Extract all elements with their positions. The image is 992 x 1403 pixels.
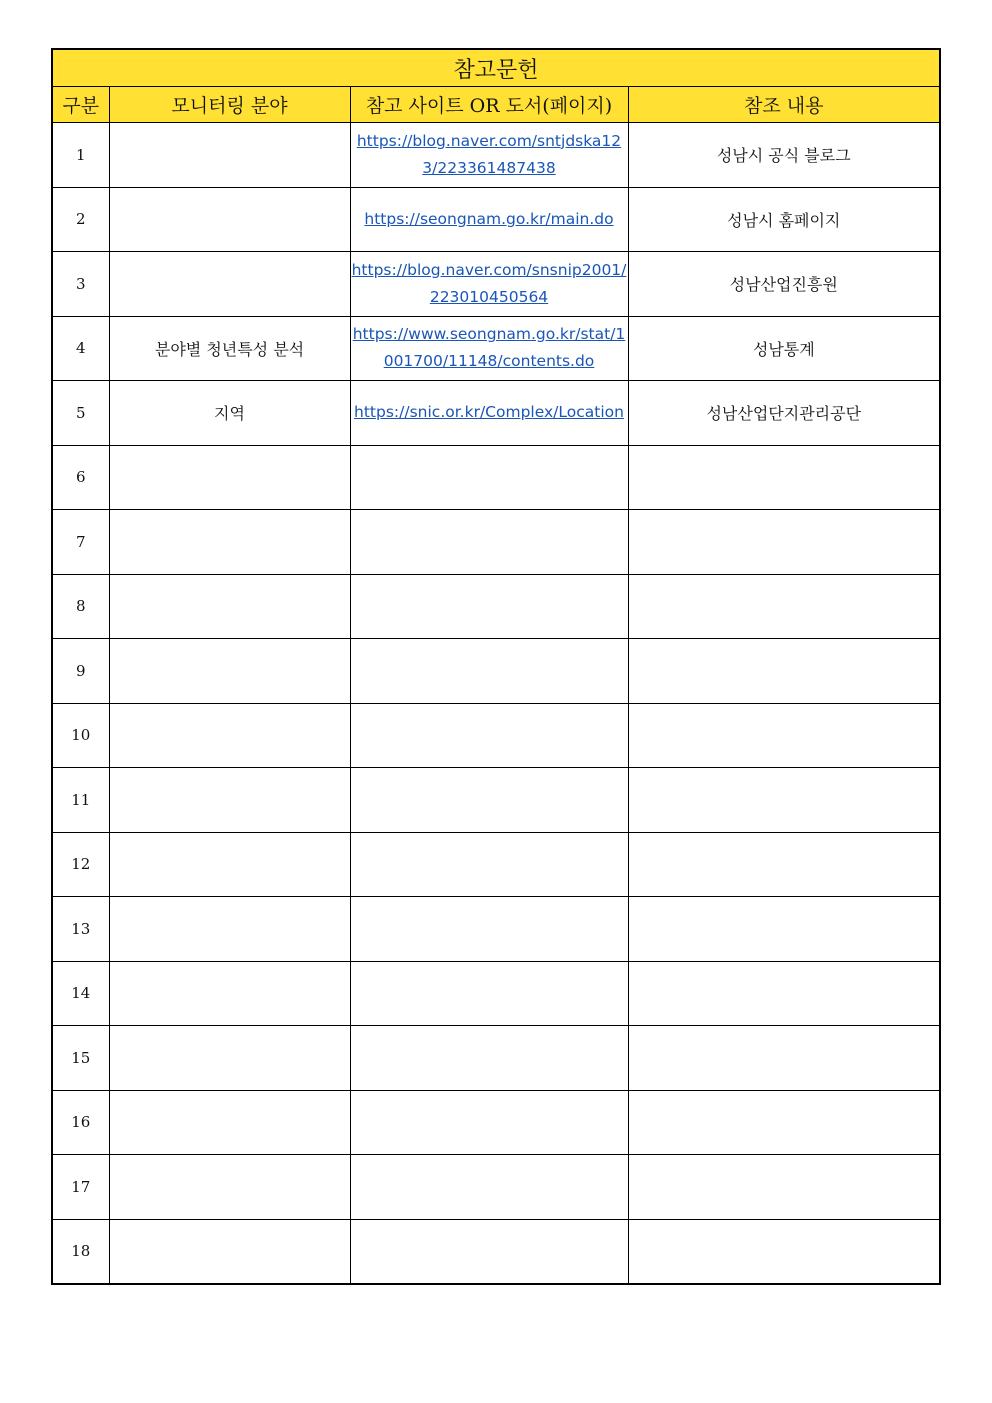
row-number: 16 <box>52 1090 109 1155</box>
header-row <box>52 87 940 123</box>
row-number: 7 <box>52 510 109 575</box>
row-number: 4 <box>52 316 109 381</box>
reference-description-cell <box>628 961 940 1026</box>
table-row <box>52 832 940 897</box>
monitoring-field-cell <box>109 832 350 897</box>
table-row <box>52 316 940 381</box>
row-number: 11 <box>52 768 109 833</box>
table-row <box>52 252 940 317</box>
monitoring-field-cell <box>109 703 350 768</box>
source-cell <box>350 187 628 252</box>
title-row <box>52 49 940 87</box>
source-cell <box>350 381 628 446</box>
source-link[interactable]: https://www.seongnam.go.kr/stat/1001700/11148/contents.do <box>352 325 626 371</box>
monitoring-field-cell <box>109 187 350 252</box>
reference-description-cell: 성남산업단지관리공단 <box>628 381 940 446</box>
monitoring-field-cell: 지역 <box>109 381 350 446</box>
reference-description-cell: 성남산업진흥원 <box>628 252 940 317</box>
row-number: 5 <box>52 381 109 446</box>
table-row <box>52 574 940 639</box>
reference-description-cell <box>628 768 940 833</box>
source-cell <box>350 316 628 381</box>
reference-description-cell: 성남통계 <box>628 316 940 381</box>
column-header-field: 모니터링 분야 <box>109 87 350 123</box>
reference-description-cell <box>628 897 940 962</box>
row-number: 14 <box>52 961 109 1026</box>
references-table <box>51 48 941 1285</box>
monitoring-field-cell <box>109 639 350 704</box>
table-row <box>52 123 940 188</box>
row-number: 12 <box>52 832 109 897</box>
source-link[interactable]: https://seongnam.go.kr/main.do <box>364 209 614 228</box>
row-number: 15 <box>52 1026 109 1091</box>
row-number: 9 <box>52 639 109 704</box>
source-cell <box>350 832 628 897</box>
monitoring-field-cell <box>109 510 350 575</box>
reference-description-cell: 성남시 홈페이지 <box>628 187 940 252</box>
source-cell <box>350 768 628 833</box>
table-row <box>52 510 940 575</box>
reference-sheet <box>51 48 941 1285</box>
reference-description-cell <box>628 510 940 575</box>
row-number: 3 <box>52 252 109 317</box>
monitoring-field-cell <box>109 1155 350 1220</box>
row-number: 8 <box>52 574 109 639</box>
monitoring-field-cell: 분야별 청년특성 분석 <box>109 316 350 381</box>
reference-description-cell <box>628 445 940 510</box>
table-row <box>52 381 940 446</box>
table-row <box>52 1090 940 1155</box>
monitoring-field-cell <box>109 445 350 510</box>
table-row <box>52 897 940 962</box>
row-number: 6 <box>52 445 109 510</box>
source-cell <box>350 445 628 510</box>
column-header-number: 구분 <box>52 87 109 123</box>
reference-description-cell: 성남시 공식 블로그 <box>628 123 940 188</box>
reference-description-cell <box>628 832 940 897</box>
source-link[interactable]: https://blog.naver.com/snsnip2001/223010450564 <box>351 260 627 306</box>
table-title: 참고문헌 <box>52 49 940 87</box>
table-row <box>52 1219 940 1284</box>
monitoring-field-cell <box>109 1090 350 1155</box>
table-row <box>52 187 940 252</box>
source-cell <box>350 1219 628 1284</box>
row-number: 13 <box>52 897 109 962</box>
table-row <box>52 1155 940 1220</box>
source-cell <box>350 1090 628 1155</box>
monitoring-field-cell <box>109 961 350 1026</box>
reference-description-cell <box>628 1155 940 1220</box>
table-row <box>52 445 940 510</box>
monitoring-field-cell <box>109 574 350 639</box>
reference-description-cell <box>628 639 940 704</box>
table-row <box>52 961 940 1026</box>
row-number: 2 <box>52 187 109 252</box>
reference-description-cell <box>628 1219 940 1284</box>
source-cell <box>350 897 628 962</box>
monitoring-field-cell <box>109 897 350 962</box>
monitoring-field-cell <box>109 252 350 317</box>
source-cell <box>350 639 628 704</box>
monitoring-field-cell <box>109 123 350 188</box>
column-header-description: 참조 내용 <box>628 87 940 123</box>
source-cell <box>350 1155 628 1220</box>
reference-description-cell <box>628 574 940 639</box>
table-row <box>52 1026 940 1091</box>
table-row <box>52 703 940 768</box>
monitoring-field-cell <box>109 768 350 833</box>
source-link[interactable]: https://snic.or.kr/Complex/Location <box>354 403 624 422</box>
source-cell <box>350 574 628 639</box>
row-number: 1 <box>52 123 109 188</box>
table-row <box>52 639 940 704</box>
source-cell <box>350 510 628 575</box>
table-body <box>52 123 940 1285</box>
source-cell <box>350 1026 628 1091</box>
reference-description-cell <box>628 1090 940 1155</box>
reference-description-cell <box>628 1026 940 1091</box>
monitoring-field-cell <box>109 1026 350 1091</box>
monitoring-field-cell <box>109 1219 350 1284</box>
row-number: 10 <box>52 703 109 768</box>
reference-description-cell <box>628 703 940 768</box>
column-header-source: 참고 사이트 OR 도서(페이지) <box>350 87 628 123</box>
source-cell <box>350 703 628 768</box>
source-cell <box>350 123 628 188</box>
row-number: 17 <box>52 1155 109 1220</box>
source-cell <box>350 252 628 317</box>
source-cell <box>350 961 628 1026</box>
row-number: 18 <box>52 1219 109 1284</box>
source-link[interactable]: https://blog.naver.com/sntjdska123/223361487438 <box>356 131 622 177</box>
table-row <box>52 768 940 833</box>
